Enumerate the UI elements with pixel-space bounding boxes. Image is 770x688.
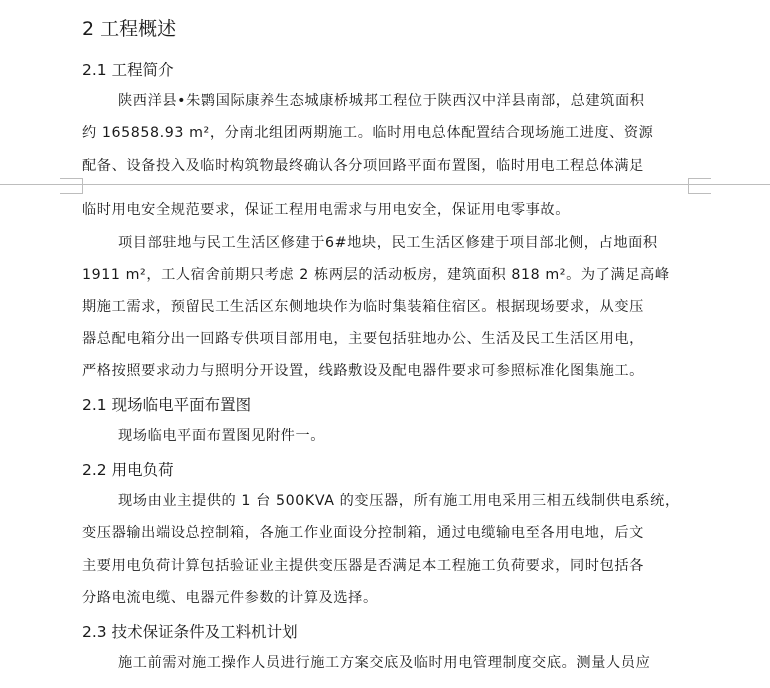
paragraph-line: 现场由业主提供的 1 台 500KVA 的变压器，所有施工用电采用三相五线制供电系统， <box>118 493 680 509</box>
paragraph-line: 器总配电箱分出一回路专供项目部用电，主要包括驻地办公、生活及民工生活区用电， <box>82 331 644 347</box>
paragraph-line: 分路电流电缆、电器元件参数的计算及选择。 <box>82 590 378 606</box>
paragraph-line: 期施工需求，预留民工生活区东侧地块作为临时集装箱住宿区。根据现场要求，从变压 <box>82 299 644 315</box>
paragraph-line: 严格按照要求动力与照明分开设置，线路敷设及配电器件要求可参照标准化图集施工。 <box>82 363 644 379</box>
heading-2-1: 2.1 工程简介 <box>82 61 174 79</box>
paragraph-line: 现场临电平面布置图见附件一。 <box>118 428 326 444</box>
paragraph-line: 临时用电安全规范要求，保证工程用电需求与用电安全，保证用电零事故。 <box>82 202 570 218</box>
paragraph-line: 项目部驻地与民工生活区修建于6#地块，民工生活区修建于项目部北侧，占地面积 <box>118 235 658 251</box>
paragraph-line: 主要用电负荷计算包括验证业主提供变压器是否满足本工程施工负荷要求，同时包括各 <box>82 558 644 574</box>
page-corner-mark <box>60 185 83 194</box>
section-title: 2 工程概述 <box>82 18 177 40</box>
heading-2-3: 2.3 技术保证条件及工料机计划 <box>82 623 298 641</box>
heading-2-2: 2.2 用电负荷 <box>82 461 174 479</box>
paragraph-line: 约 165858.93 m²，分南北组团两期施工。临时用电总体配置结合现场施工进度、资源 <box>82 125 654 141</box>
page-corner-mark <box>688 185 711 194</box>
page-break-line <box>0 184 770 185</box>
heading-2-1-layout: 2.1 现场临电平面布置图 <box>82 396 252 414</box>
paragraph-line: 配备、设备投入及临时构筑物最终确认各分项回路平面布置图，临时用电工程总体满足 <box>82 158 644 174</box>
paragraph-line: 陕西洋县•朱鹮国际康养生态城康桥城邦工程位于陕西汉中洋县南部，总建筑面积 <box>118 93 645 109</box>
paragraph-line: 变压器输出端设总控制箱，各施工作业面设分控制箱，通过电缆输电至各用电地，后文 <box>82 525 644 541</box>
paragraph-line: 施工前需对施工操作人员进行施工方案交底及临时用电管理制度交底。测量人员应 <box>118 655 651 671</box>
paragraph-line: 1911 m²，工人宿舍前期只考虑 2 栋两层的活动板房，建筑面积 818 m²。为了满足高峰 <box>82 267 670 283</box>
